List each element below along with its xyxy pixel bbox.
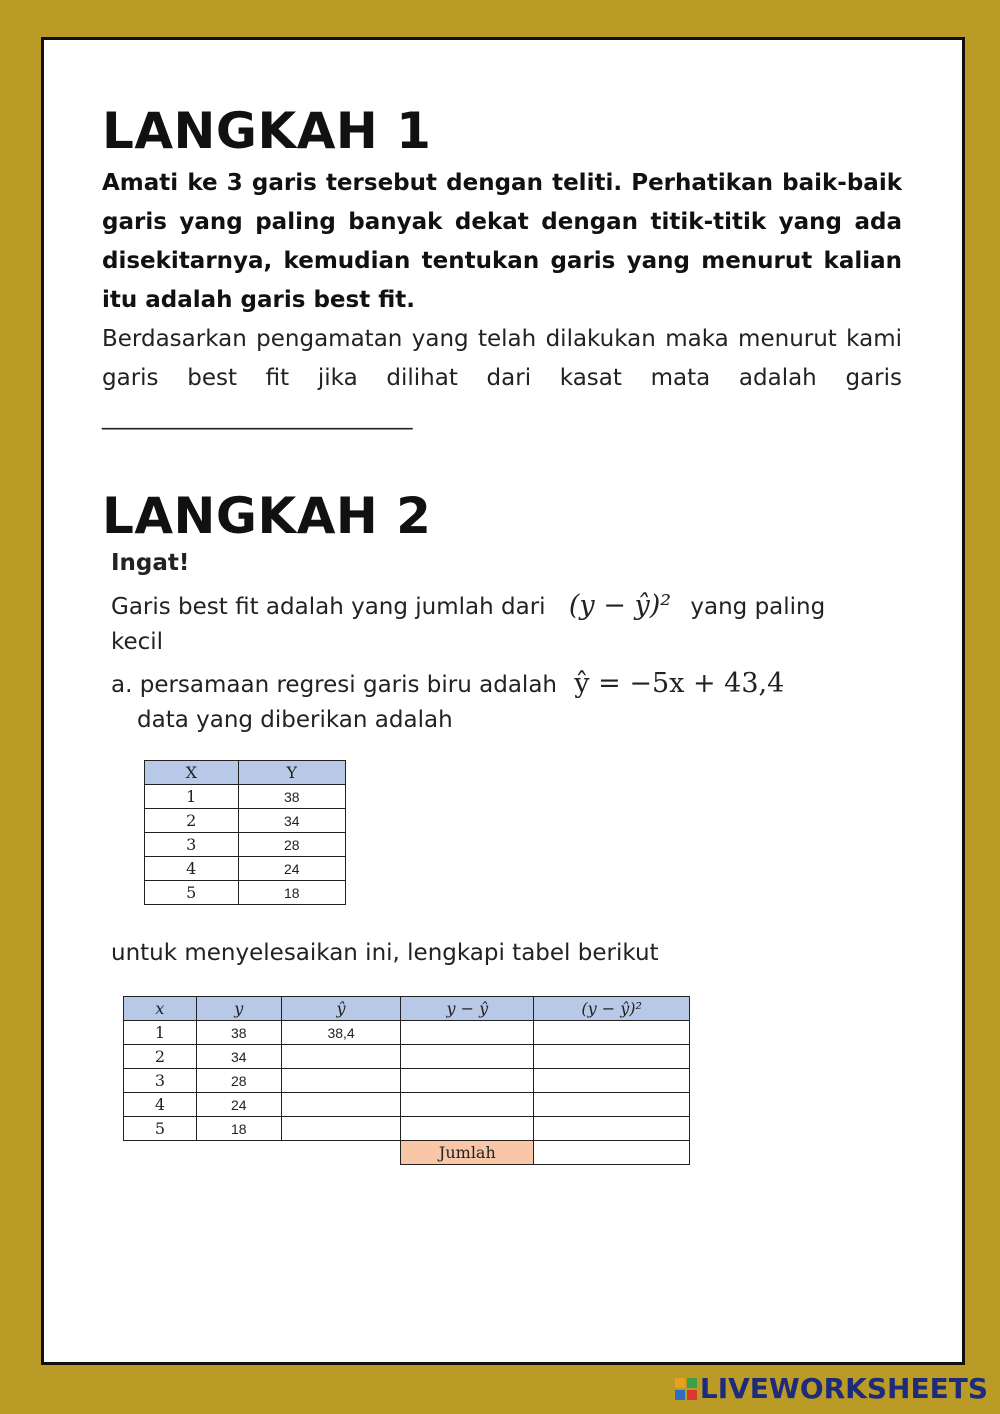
logo-mark-icon <box>675 1378 697 1400</box>
data-cell: 34 <box>238 809 345 833</box>
total-input[interactable] <box>534 1141 690 1165</box>
yhat-input[interactable] <box>281 1069 401 1093</box>
residual-input[interactable] <box>401 1117 534 1141</box>
squared-input[interactable] <box>534 1069 690 1093</box>
x-cell: 1 <box>124 1021 197 1045</box>
squared-input[interactable] <box>534 1045 690 1069</box>
data-table <box>144 760 346 905</box>
residual-input[interactable] <box>401 1093 534 1117</box>
x-cell: 3 <box>124 1069 197 1093</box>
residual-input[interactable] <box>401 1021 534 1045</box>
item-a-formula: ŷ = −5x + 43,4 <box>574 668 785 699</box>
y-cell: 34 <box>196 1045 281 1069</box>
table-row <box>124 1045 690 1069</box>
item-a-line2: data yang diberikan adalah <box>137 707 453 733</box>
x-cell: 2 <box>124 1045 197 1069</box>
work-table-header-x: x <box>124 997 197 1021</box>
data-cell: 28 <box>238 833 345 857</box>
work-table-header-y: y <box>196 997 281 1021</box>
remember-label: Ingat! <box>111 550 190 576</box>
work-table <box>123 996 690 1165</box>
table-row <box>124 1093 690 1117</box>
table-row <box>145 809 346 833</box>
squared-input[interactable] <box>534 1093 690 1117</box>
item-a-line <box>111 668 784 699</box>
residual-input[interactable] <box>401 1045 534 1069</box>
work-table-header-squared: (y − ŷ)² <box>534 997 690 1021</box>
work-table-header-yhat: ŷ <box>281 997 401 1021</box>
data-table-header: X <box>145 761 239 785</box>
table-row <box>145 833 346 857</box>
brand-name: LIVEWORKSHEETS <box>699 1372 988 1405</box>
y-cell: 24 <box>196 1093 281 1117</box>
worksheet-page <box>41 37 965 1365</box>
data-cell: 18 <box>238 881 345 905</box>
y-cell: 38 <box>196 1021 281 1045</box>
yhat-input[interactable] <box>281 1045 401 1069</box>
yhat-example-cell: 38,4 <box>281 1021 401 1045</box>
complete-instruction: untuk menyelesaikan ini, lengkapi tabel berikut <box>111 940 659 966</box>
x-cell: 5 <box>124 1117 197 1141</box>
yhat-input[interactable] <box>281 1093 401 1117</box>
data-cell: 2 <box>145 809 239 833</box>
squared-input[interactable] <box>534 1021 690 1045</box>
item-a-before: a. persamaan regresi garis biru adalah <box>111 672 557 698</box>
definition-formula: (y − ŷ)² <box>568 590 672 621</box>
squared-input[interactable] <box>534 1117 690 1141</box>
x-cell: 4 <box>124 1093 197 1117</box>
total-label: Jumlah <box>401 1141 534 1165</box>
step1-heading: LANGKAH 1 <box>102 102 432 160</box>
step2-heading: LANGKAH 2 <box>102 487 432 545</box>
y-cell: 28 <box>196 1069 281 1093</box>
table-row <box>145 881 346 905</box>
yhat-input[interactable] <box>281 1117 401 1141</box>
work-table-header-row <box>124 997 690 1021</box>
table-row <box>145 857 346 881</box>
data-cell: 5 <box>145 881 239 905</box>
table-row <box>124 1021 690 1045</box>
liveworksheets-logo <box>675 1372 988 1405</box>
y-cell: 18 <box>196 1117 281 1141</box>
data-cell: 38 <box>238 785 345 809</box>
table-row <box>145 785 346 809</box>
data-table-header-row <box>145 761 346 785</box>
definition-after: yang paling <box>690 594 826 620</box>
definition-line <box>111 590 825 621</box>
data-cell: 24 <box>238 857 345 881</box>
data-cell: 1 <box>145 785 239 809</box>
definition-before: Garis best fit adalah yang jumlah dari <box>111 594 546 620</box>
step1-instruction: Amati ke 3 garis tersebut dengan teliti. Perhatikan baik-baik garis yang paling banyak dekat dengan titik-titik yang ada disekitarnya, kemudian tentukan garis yang menurut kalian itu adalah garis best fit. <box>102 170 902 313</box>
step1-answer-text: Berdasarkan pengamatan yang telah dilakukan maka menurut kami garis best fit jika dilihat dari kasat mata adalah garis ___________________________ <box>102 326 902 430</box>
residual-input[interactable] <box>401 1069 534 1093</box>
definition-line2: kecil <box>111 629 164 655</box>
table-row <box>124 1117 690 1141</box>
data-cell: 4 <box>145 857 239 881</box>
total-row <box>124 1141 690 1165</box>
data-cell: 3 <box>145 833 239 857</box>
work-table-header-residual: y − ŷ <box>401 997 534 1021</box>
table-row <box>124 1069 690 1093</box>
data-table-header: Y <box>238 761 345 785</box>
